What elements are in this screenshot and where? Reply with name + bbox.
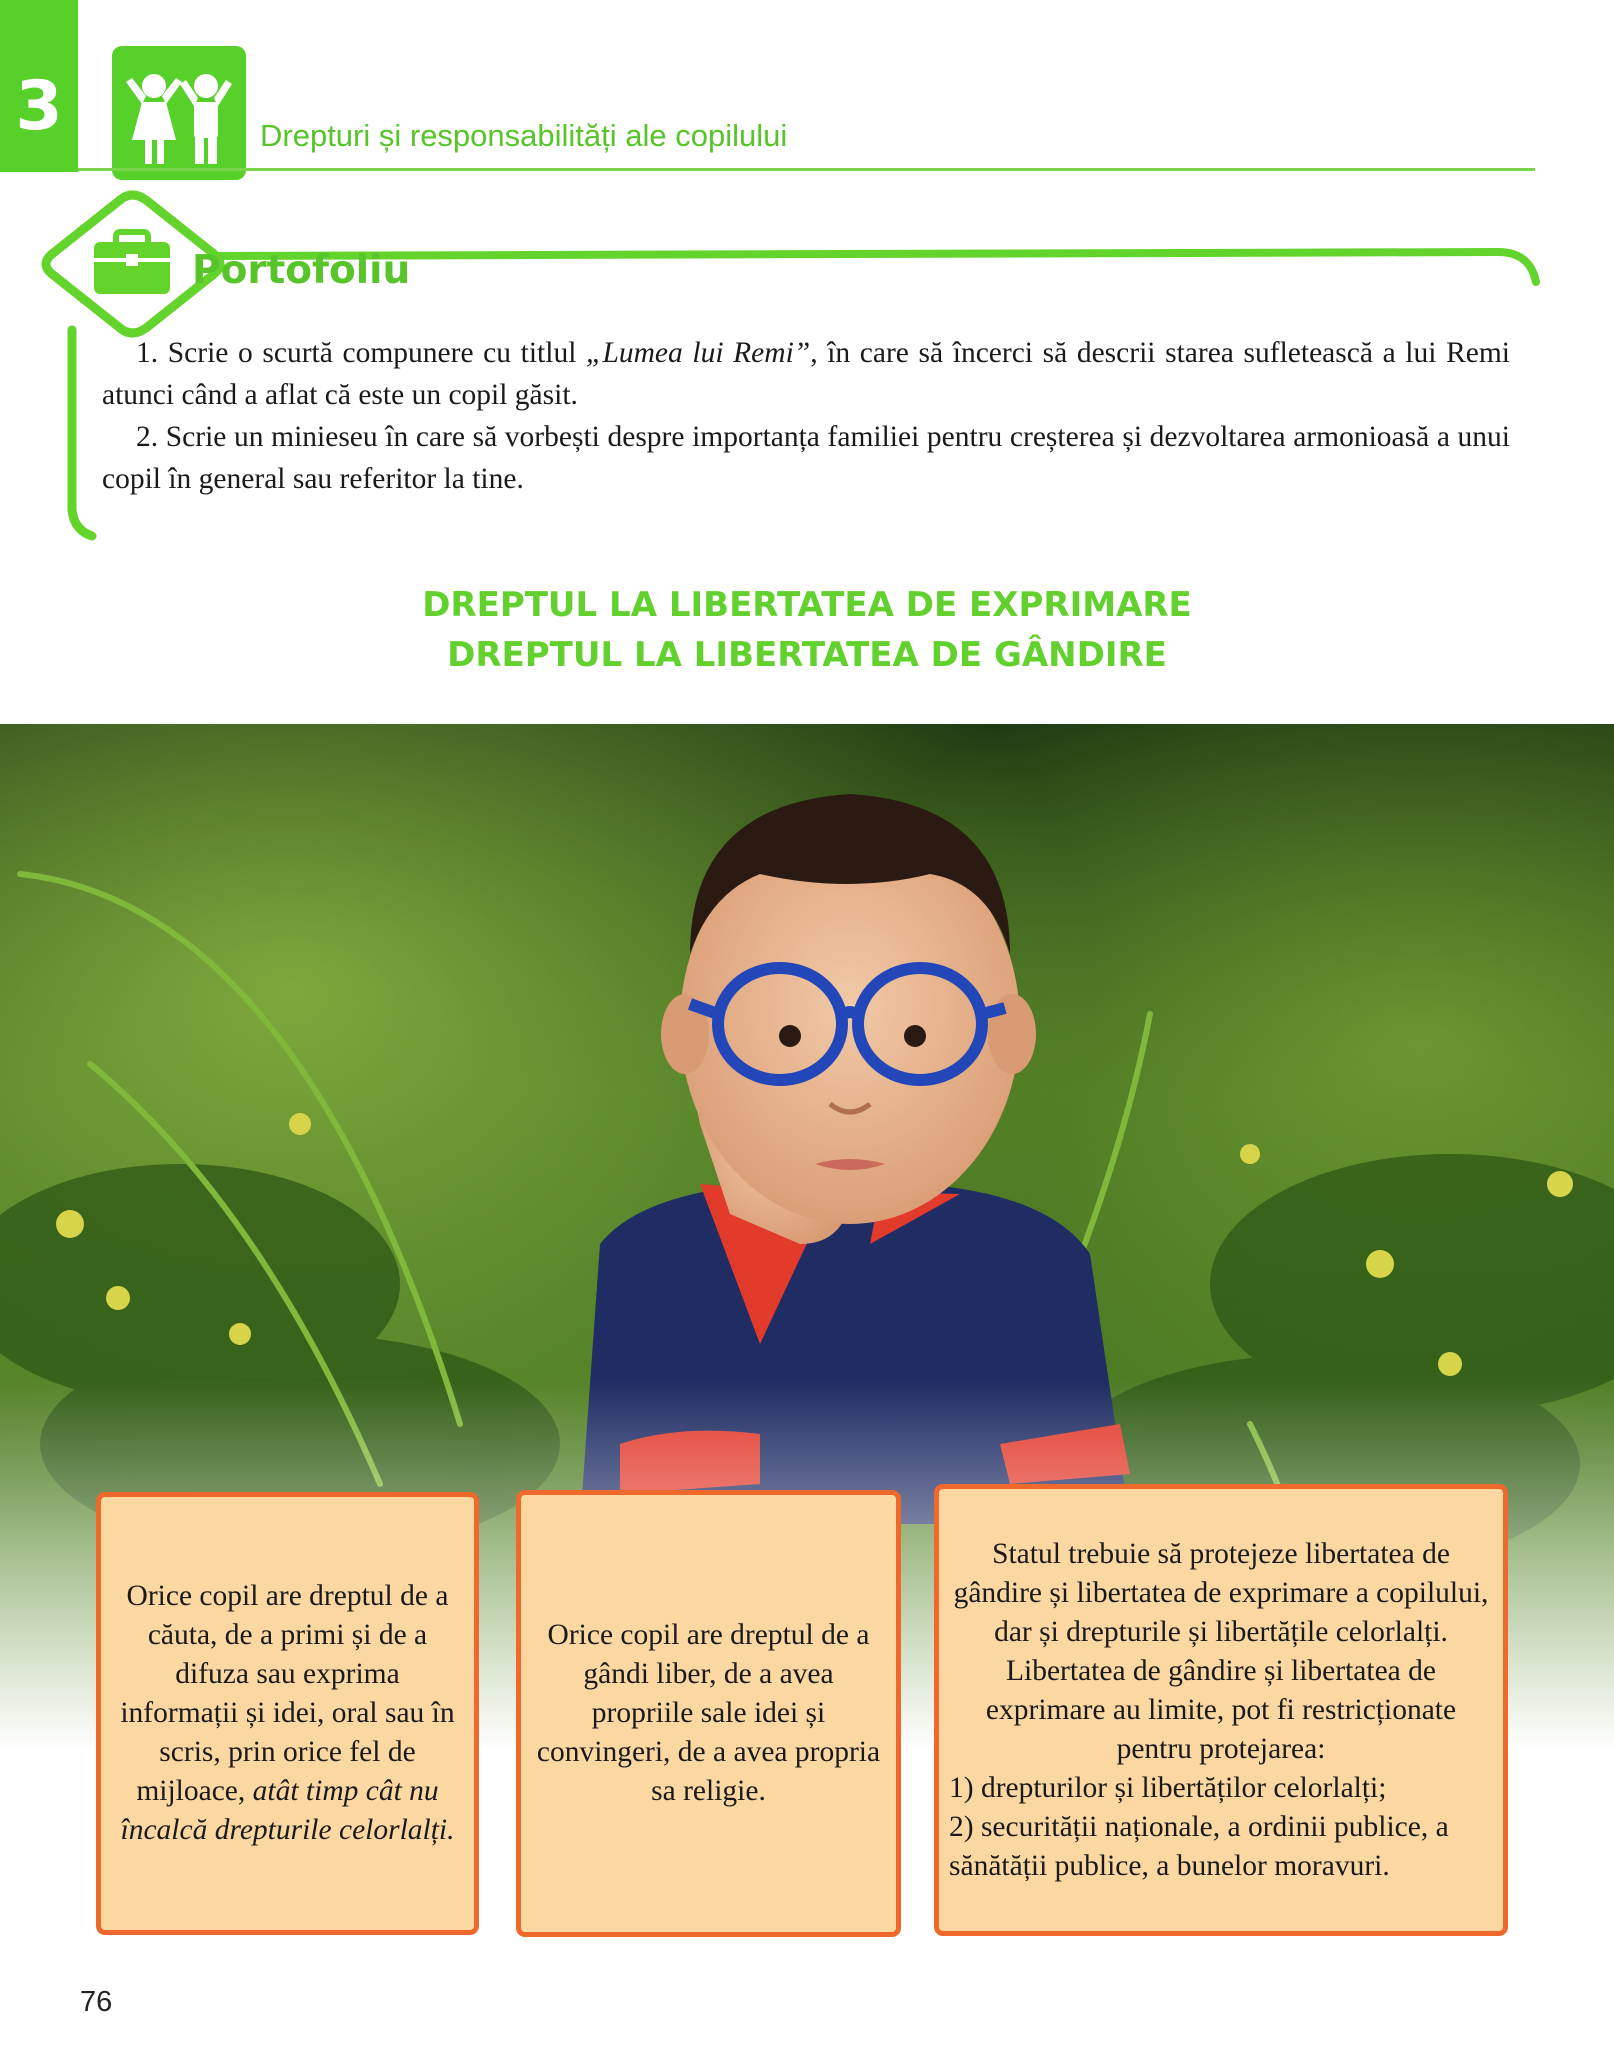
info-box-expression-text: Orice copil are dreptul de a căuta, de a primi și de a difuza sau exprima informații și idei, oral sau în scris, prin orice fel de mijloace, atât timp cât nu încalcă drepturile celorlalți. <box>120 1580 455 1846</box>
header-divider <box>78 168 1535 171</box>
chapter-title: Drepturi și responsabilități ale copilului <box>260 118 788 153</box>
info-box-thought-text: Orice copil are dreptul de a gândi liber, de a avea propriile sale idei și convingeri, de a avea propria sa religie. <box>536 1619 881 1807</box>
info-box-expression <box>96 1492 479 1935</box>
portfolio-title: Portofoliu <box>192 248 411 293</box>
children-icon <box>112 46 246 180</box>
info-box-state-limits <box>934 1484 1508 1936</box>
portfolio-task-2: 2. Scrie un minieseu în care să vorbești despre importanța familiei pentru creșterea și dezvoltarea armonioasă a unui copil în general sau referitor la tine. <box>102 421 1510 495</box>
section-title-1: DREPTUL LA LIBERTATEA DE EXPRIMARE <box>422 585 1192 625</box>
portfolio-tasks <box>102 332 1510 500</box>
page-number: 76 <box>80 1986 113 2018</box>
section-heading <box>0 580 1614 680</box>
chapter-number: 3 <box>15 67 63 146</box>
box3-list-item-1: 1) drepturilor și libertăților celorlalți; <box>949 1771 1387 1804</box>
box3-paragraph-1: Statul trebuie să protejeze libertatea de gândire și libertatea de exprimare a copilului, dar și drepturile și libertățile celorlalți. <box>953 1537 1489 1648</box>
box3-paragraph-2: Libertatea de gândire și libertatea de exprimare au limite, pot fi restricționate pentru protejarea: <box>985 1654 1457 1765</box>
box3-list-item-2: 2) securității naționale, a ordinii publice, a sănătății publice, a bunelor moravuri. <box>949 1810 1449 1882</box>
section-title-2: DREPTUL LA LIBERTATEA DE GÂNDIRE <box>447 635 1167 675</box>
portfolio-task-1: 1. Scrie o scurtă compunere cu titlul „Lumea lui Remi”, în care să încerci să descrii starea sufletească a lui Remi atunci când a aflat că este un copil găsit. <box>102 337 1510 411</box>
chapter-number-tab <box>0 0 78 172</box>
info-box-state-limits-text <box>949 1535 1493 1886</box>
info-box-thought <box>516 1490 901 1937</box>
